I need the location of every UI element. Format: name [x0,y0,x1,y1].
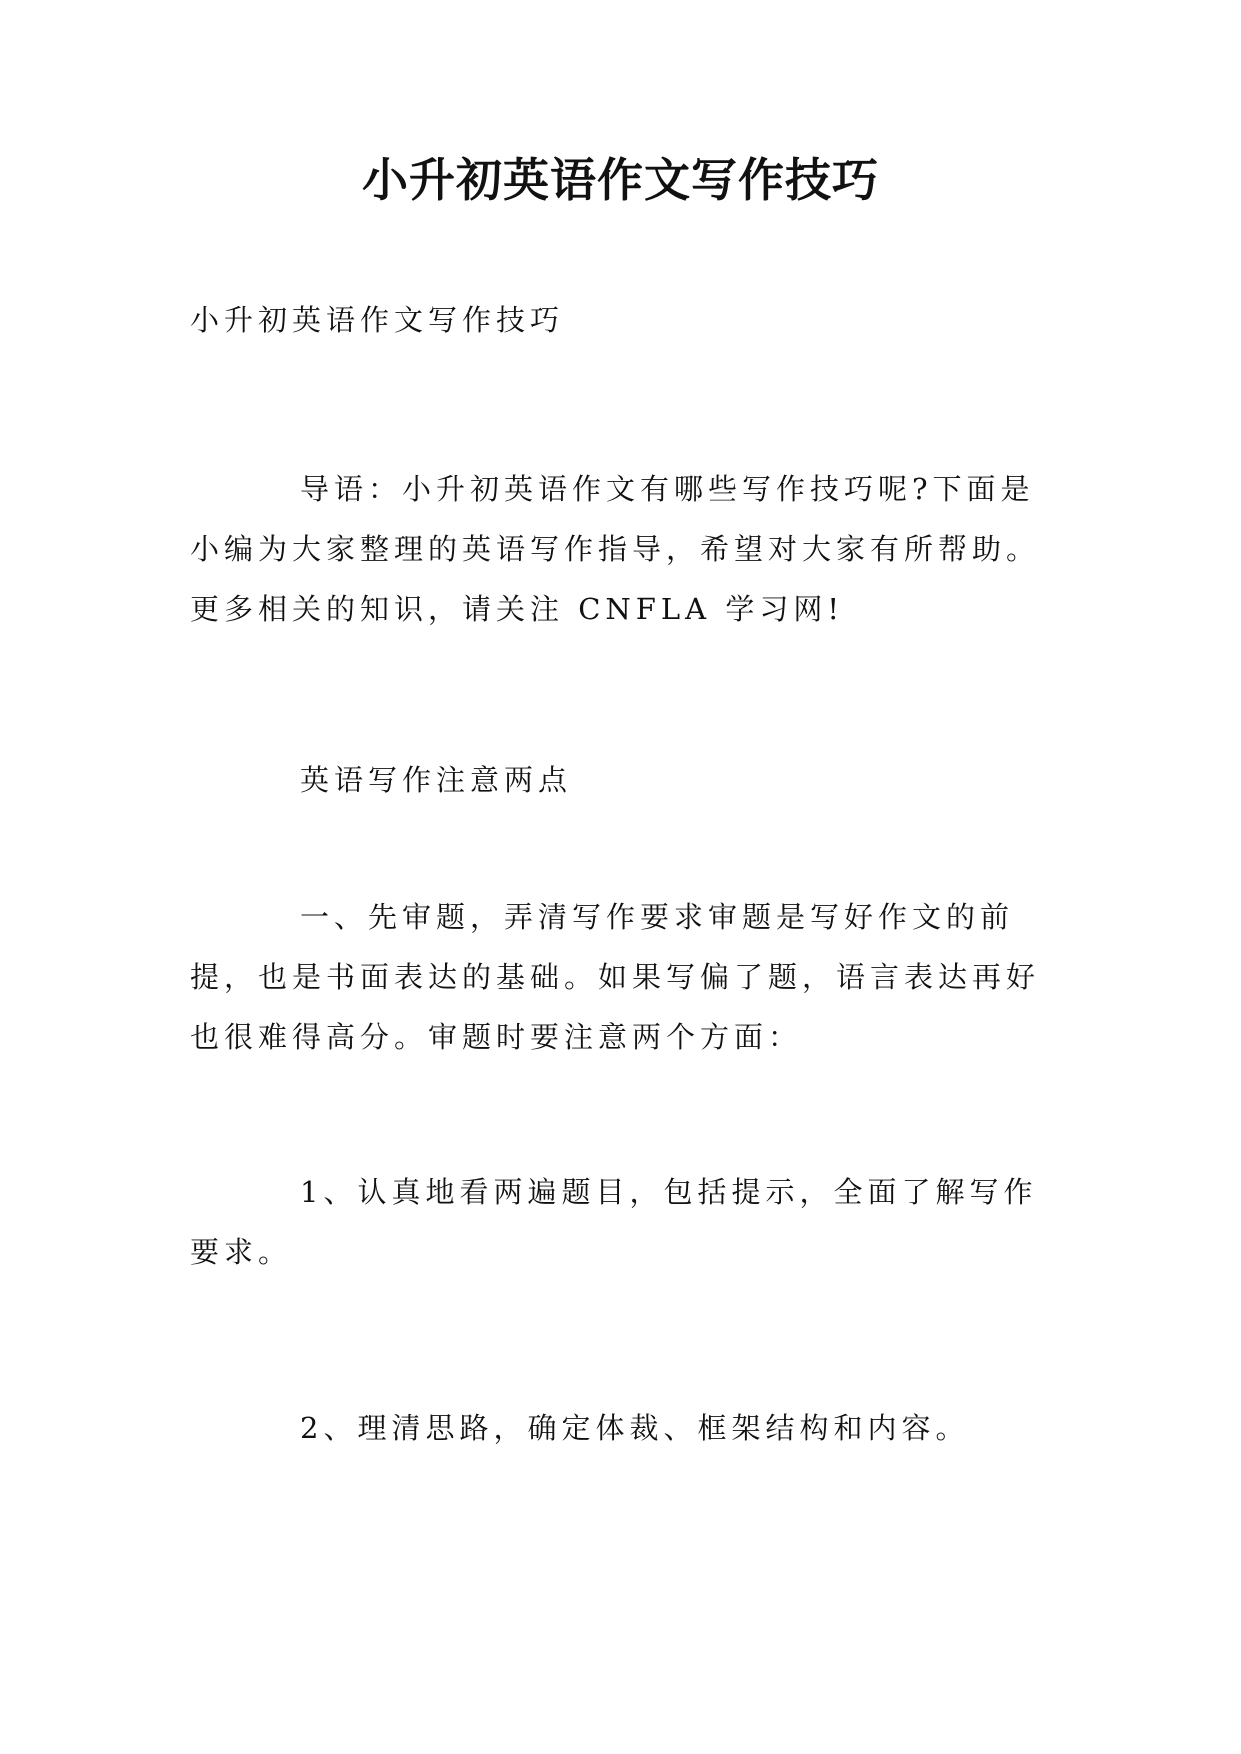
item-two-paragraph: 2、理清思路，确定体裁、框架结构和内容。 [300,1411,970,1445]
point-one-paragraph: 一、先审题，弄清写作要求审题是写好作文的前提，也是书面表达的基础。如果写偏了题，语言表达再好也很难得高分。审题时要注意两个方面： [190,900,1041,1054]
subtitle-paragraph: 小升初英语作文写作技巧 [190,303,565,337]
page-title: 小升初英语作文写作技巧 [362,153,879,207]
item-one-paragraph: 1、认真地看两遍题目，包括提示，全面了解写作要求。 [190,1175,1038,1269]
section-heading: 英语写作注意两点 [300,763,573,797]
intro-paragraph: 导语：小升初英语作文有哪些写作技巧呢?下面是小编为大家整理的英语写作指导，希望对大家有所帮助。更多相关的知识，请关注 CNFLA 学习网! [190,472,1041,626]
